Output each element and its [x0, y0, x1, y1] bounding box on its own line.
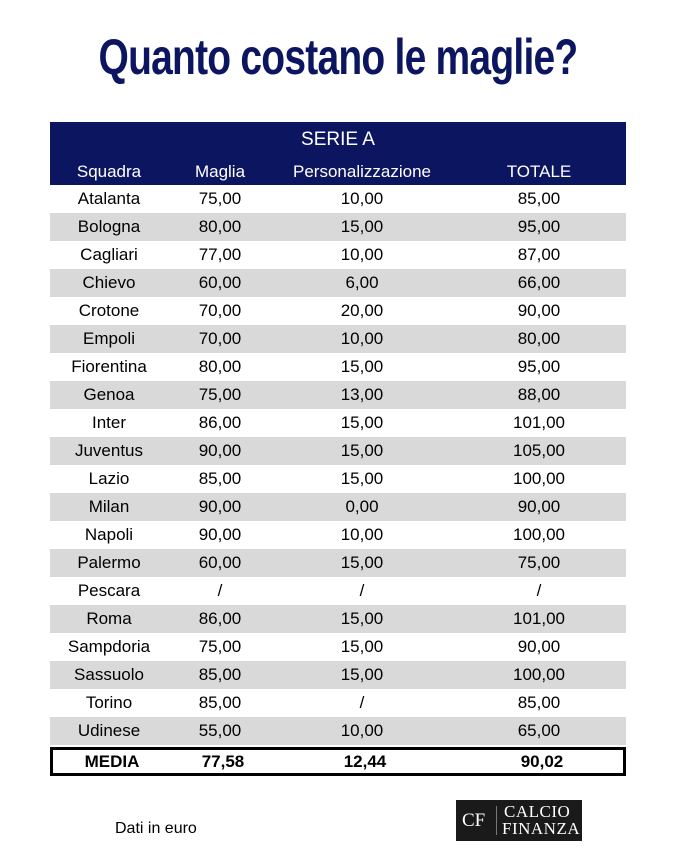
team-cell: Atalanta — [77, 189, 141, 208]
team-cell: Juventus — [74, 441, 144, 460]
totale-cell: 90,00 — [517, 497, 561, 516]
media-personalizzazione: 12,44 — [343, 752, 387, 771]
table-row — [50, 381, 626, 409]
table-header — [50, 122, 626, 185]
totale-cell: 95,00 — [517, 217, 561, 236]
personalizzazione-cell: 10,00 — [340, 245, 384, 264]
table-row — [50, 633, 626, 661]
totale-cell: / — [536, 581, 542, 600]
totale-cell: 100,00 — [513, 469, 565, 488]
personalizzazione-cell: 15,00 — [340, 469, 384, 488]
personalizzazione-cell: 10,00 — [340, 189, 384, 208]
team-cell: Udinese — [77, 721, 141, 740]
team-cell: Empoli — [83, 329, 135, 348]
totale-cell: 105,00 — [513, 441, 565, 460]
page-title: Quanto costano le maglie? — [98, 29, 578, 85]
personalizzazione-cell: 10,00 — [340, 525, 384, 544]
media-maglia: 77,58 — [201, 752, 245, 771]
table-row — [50, 185, 626, 213]
table-row — [50, 241, 626, 269]
maglia-cell: 55,00 — [198, 721, 242, 740]
team-cell: Lazio — [88, 469, 130, 488]
totale-cell: 101,00 — [513, 413, 565, 432]
totale-cell: 90,00 — [517, 637, 561, 656]
table-row — [50, 409, 626, 437]
table-row — [50, 353, 626, 381]
logo-line2: FINANZA — [502, 819, 581, 838]
personalizzazione-cell: 20,00 — [340, 301, 384, 320]
maglia-cell: 80,00 — [198, 357, 242, 376]
maglia-cell: 75,00 — [198, 189, 242, 208]
totale-cell: 80,00 — [517, 329, 561, 348]
currency-note: Dati in euro — [115, 820, 197, 837]
team-cell: Bologna — [77, 217, 141, 236]
table-row — [50, 213, 626, 241]
team-cell: Inter — [91, 413, 127, 432]
column-header-maglia: Maglia — [194, 162, 246, 181]
logo-abbr: CF — [462, 810, 486, 831]
price-table — [50, 122, 626, 776]
team-cell: Fiorentina — [71, 357, 147, 376]
maglia-cell: 85,00 — [198, 469, 242, 488]
personalizzazione-cell: 15,00 — [340, 357, 384, 376]
table-row — [50, 661, 626, 689]
personalizzazione-cell: 13,00 — [340, 385, 384, 404]
maglia-cell: 60,00 — [198, 553, 242, 572]
team-cell: Genoa — [83, 385, 135, 404]
team-cell: Napoli — [84, 525, 134, 544]
team-cell: Crotone — [78, 301, 140, 320]
maglia-cell: 75,00 — [198, 637, 242, 656]
totale-cell: 100,00 — [513, 525, 565, 544]
team-cell: Sassuolo — [74, 665, 144, 684]
calcio-finanza-logo — [456, 800, 582, 841]
team-cell: Roma — [86, 609, 132, 628]
totale-cell: 90,00 — [517, 301, 561, 320]
totale-cell: 85,00 — [517, 189, 561, 208]
table-body — [50, 185, 626, 745]
maglia-cell: 75,00 — [198, 385, 242, 404]
totale-cell: 100,00 — [513, 665, 565, 684]
team-cell: Pescara — [77, 581, 141, 600]
personalizzazione-cell: 15,00 — [340, 441, 384, 460]
team-cell: Torino — [85, 693, 133, 712]
personalizzazione-cell: 15,00 — [340, 637, 384, 656]
maglia-cell: 77,00 — [198, 245, 242, 264]
table-row — [50, 465, 626, 493]
column-header-squadra: Squadra — [76, 162, 142, 181]
media-label: MEDIA — [84, 752, 140, 771]
media-row — [50, 747, 626, 776]
personalizzazione-cell: 10,00 — [340, 721, 384, 740]
maglia-cell: 90,00 — [198, 525, 242, 544]
totale-cell: 65,00 — [517, 721, 561, 740]
team-cell: Milan — [88, 497, 130, 516]
table-row — [50, 297, 626, 325]
maglia-cell: 70,00 — [198, 301, 242, 320]
maglia-cell: 86,00 — [198, 413, 242, 432]
personalizzazione-cell: 0,00 — [345, 497, 379, 516]
team-cell: Cagliari — [80, 245, 138, 264]
table-row — [50, 549, 626, 577]
column-header-personalizzazione: Personalizzazione — [293, 162, 431, 181]
totale-cell: 87,00 — [517, 245, 561, 264]
table-row — [50, 493, 626, 521]
totale-cell: 88,00 — [517, 385, 561, 404]
table-row — [50, 717, 626, 745]
totale-cell: 85,00 — [517, 693, 561, 712]
maglia-cell: 80,00 — [198, 217, 242, 236]
table-row — [50, 437, 626, 465]
table-row — [50, 269, 626, 297]
team-cell: Chievo — [82, 273, 136, 292]
personalizzazione-cell: 15,00 — [340, 665, 384, 684]
totale-cell: 75,00 — [517, 553, 561, 572]
table-row — [50, 521, 626, 549]
logo-divider — [496, 806, 497, 835]
personalizzazione-cell: 6,00 — [345, 273, 379, 292]
personalizzazione-cell: / — [359, 693, 365, 712]
maglia-cell: 90,00 — [198, 441, 242, 460]
totale-cell: 101,00 — [513, 609, 565, 628]
team-cell: Palermo — [77, 553, 141, 572]
personalizzazione-cell: 15,00 — [340, 217, 384, 236]
logo-line1: CALCIO — [504, 802, 571, 821]
totale-cell: 95,00 — [517, 357, 561, 376]
column-header-totale: TOTALE — [506, 162, 572, 181]
maglia-cell: 85,00 — [198, 693, 242, 712]
table-row — [50, 577, 626, 605]
team-cell: Sampdoria — [67, 637, 151, 656]
maglia-cell: / — [217, 581, 223, 600]
personalizzazione-cell: / — [359, 581, 365, 600]
personalizzazione-cell: 10,00 — [340, 329, 384, 348]
personalizzazione-cell: 15,00 — [340, 609, 384, 628]
table-row — [50, 605, 626, 633]
maglia-cell: 86,00 — [198, 609, 242, 628]
personalizzazione-cell: 15,00 — [340, 413, 384, 432]
maglia-cell: 60,00 — [198, 273, 242, 292]
maglia-cell: 90,00 — [198, 497, 242, 516]
totale-cell: 66,00 — [517, 273, 561, 292]
personalizzazione-cell: 15,00 — [340, 553, 384, 572]
table-row — [50, 689, 626, 717]
media-totale: 90,02 — [520, 752, 564, 771]
maglia-cell: 70,00 — [198, 329, 242, 348]
maglia-cell: 85,00 — [198, 665, 242, 684]
league-title: SERIE A — [301, 129, 375, 150]
table-row — [50, 325, 626, 353]
